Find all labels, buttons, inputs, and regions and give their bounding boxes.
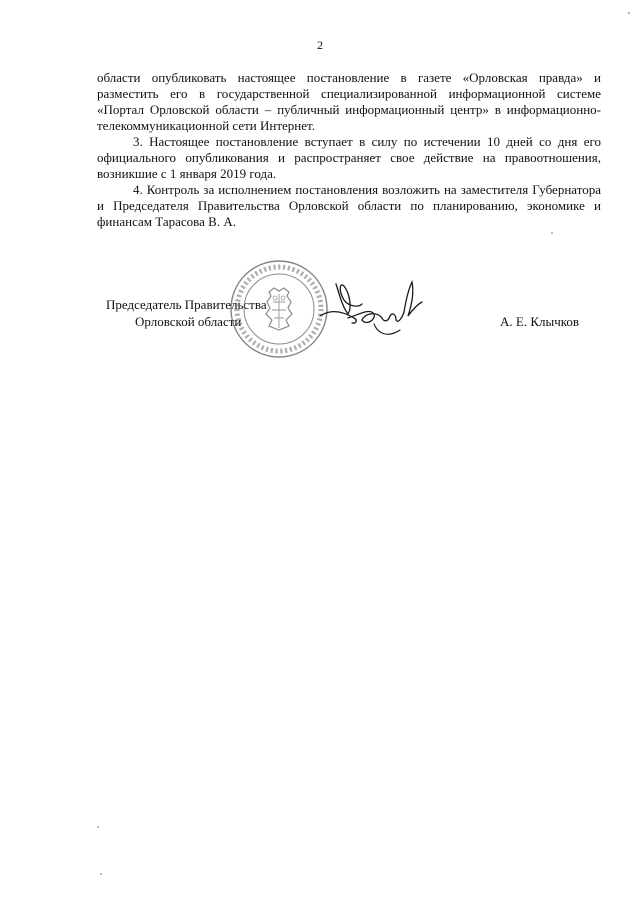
page-number: 2 bbox=[317, 38, 323, 52]
handwritten-signature bbox=[318, 278, 426, 348]
signatory-title-line-2: Орловской области bbox=[135, 314, 242, 329]
scan-speck bbox=[97, 826, 99, 828]
scan-speck bbox=[628, 12, 630, 14]
official-seal bbox=[228, 258, 330, 360]
paragraph-item-3: 3. Настоящее постановление вступает в силу по истечении 10 дней со дня его официального опубликования и распространяет свое действие на правоотношения, возникшие с 1 января 2019 года. bbox=[97, 134, 601, 181]
signatory-title-line-1: Председатель Правительства bbox=[106, 297, 267, 312]
paragraph-continuation: области опубликовать настоящее постановление в газете «Орловская правда» и разместить его в государственной специализированной информационной системе «Портал Орловской области – публичный информационный центр» в информационно-телекоммуникационной сети Интернет. bbox=[97, 70, 601, 133]
scan-speck bbox=[100, 873, 102, 875]
document-body bbox=[97, 70, 601, 230]
signatory-name: А. Е. Клычков bbox=[500, 314, 580, 329]
scan-speck bbox=[551, 232, 553, 234]
paragraph-item-4: 4. Контроль за исполнением постановления возложить на заместителя Губернатора и Председателя Правительства Орловской области по планированию, экономике и финансам Тарасова В. А. bbox=[97, 182, 601, 229]
